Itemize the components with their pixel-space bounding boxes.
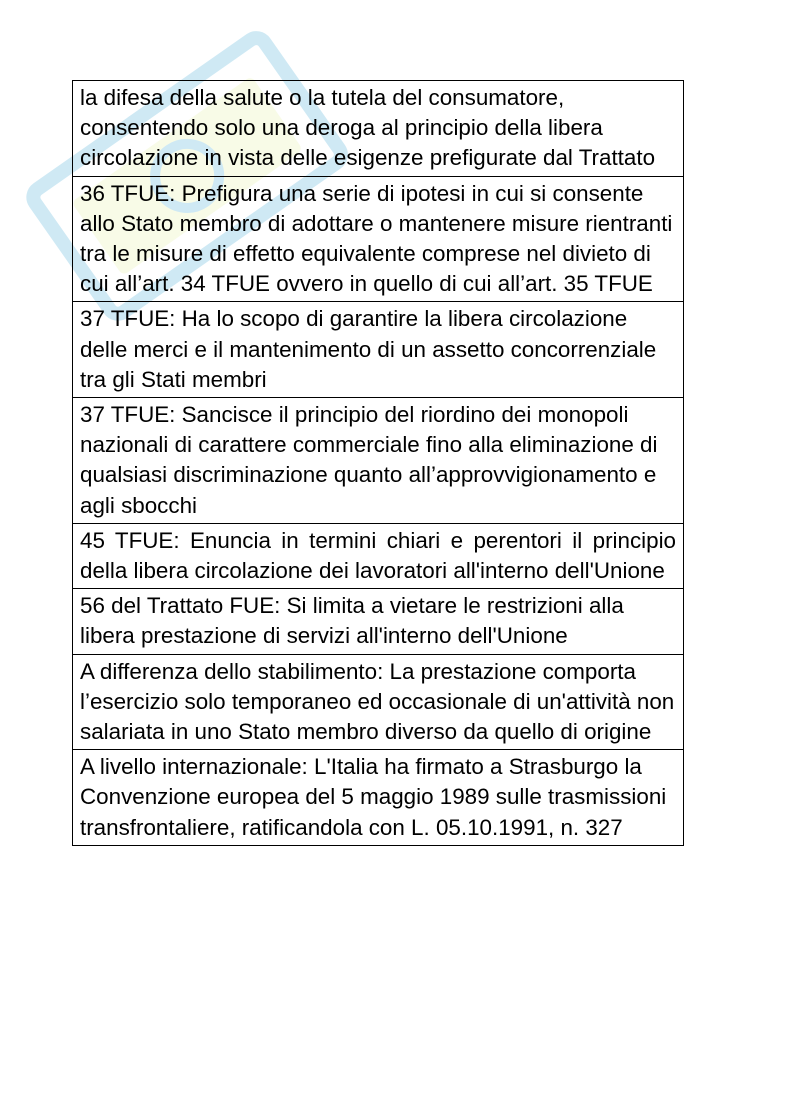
table-row	[73, 654, 684, 750]
table-cell: 36 TFUE: Prefigura una serie di ipotesi in cui si consente allo Stato membro di adottare o mantenere misure rientranti tra le misure di effetto equivalente comprese nel divieto di cui all’art. 34 TFUE ovvero in quello di cui all’art. 35 TFUE	[73, 176, 684, 302]
table-cell: A livello internazionale: L'Italia ha firmato a Strasburgo la Convenzione europea del 5 maggio 1989 sulle trasmissioni transfrontaliere, ratificandola con L. 05.10.1991, n. 327	[73, 750, 684, 846]
table-cell: 56 del Trattato FUE: Si limita a vietare le restrizioni alla libera prestazione di servizi all'interno dell'Unione	[73, 589, 684, 654]
table-cell: la difesa della salute o la tutela del consumatore, consentendo solo una deroga al principio della libera circolazione in vista delle esigenze prefigurate dal Trattato	[73, 81, 684, 177]
table-cell: 37 TFUE: Ha lo scopo di garantire la libera circolazione delle merci e il mantenimento di un assetto concorrenziale tra gli Stati membri	[73, 302, 684, 398]
table-row	[73, 589, 684, 654]
table-cell: 45 TFUE: Enuncia in termini chiari e perentori il principio della libera circolazione dei lavoratori all'interno dell'Unione	[73, 523, 684, 588]
table-cell: 37 TFUE: Sancisce il principio del riordino dei monopoli nazionali di carattere commerciale fino alla eliminazione di qualsiasi discriminazione quanto all’approvvigionamento e agli sbocchi	[73, 398, 684, 524]
table-row	[73, 302, 684, 398]
table-row	[73, 398, 684, 524]
definitions-table	[72, 80, 684, 846]
table-row	[73, 81, 684, 177]
table-row	[73, 750, 684, 846]
table-row	[73, 523, 684, 588]
table-cell: A differenza dello stabilimento: La prestazione comporta l’esercizio solo temporaneo ed occasionale di un'attività non salariata in uno Stato membro diverso da quello di origine	[73, 654, 684, 750]
table-row	[73, 176, 684, 302]
